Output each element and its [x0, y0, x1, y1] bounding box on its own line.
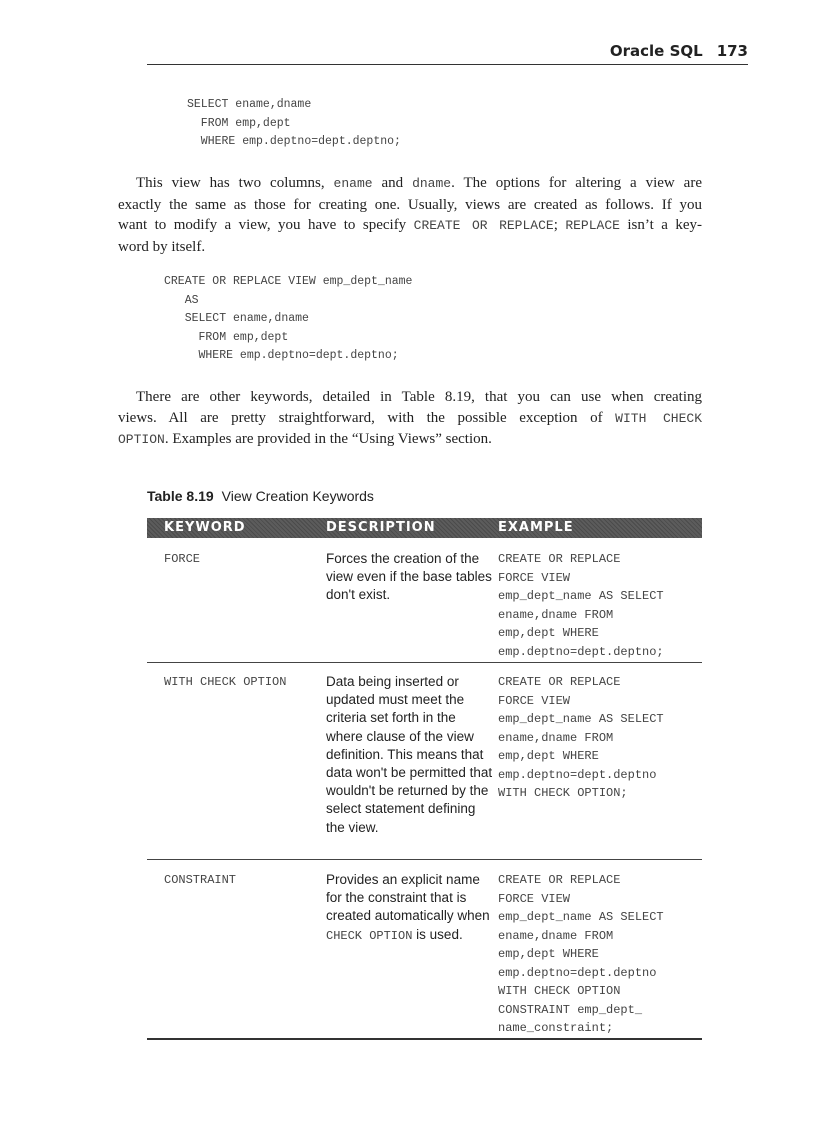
cell-keyword: FORCE	[164, 552, 201, 566]
cell-example: CREATE OR REPLACE FORCE VIEW emp_dept_name AS SELECT ename,dname FROM emp,dept WHERE emp.deptno=dept.deptno;	[498, 552, 664, 659]
header-text	[610, 42, 748, 60]
paragraph-other-keywords	[118, 387, 702, 451]
cell-example: CREATE OR REPLACE FORCE VIEW emp_dept_name AS SELECT ename,dname FROM emp,dept WHERE emp.deptno=dept.deptno WITH CHECK OPTION CONSTRAINT emp_dept_ name_constraint;	[498, 873, 664, 1035]
table-caption	[147, 488, 374, 504]
table-title: View Creation Keywords	[221, 488, 374, 504]
paragraph-line: want to modify a view, you have to specify CREATE OR REPLACE; REPLACE isn’t a key-	[118, 217, 703, 233]
row-divider	[147, 859, 702, 860]
column-header-description: DESCRIPTION	[326, 520, 436, 535]
code-block-select: SELECT ename,dname FROM emp,dept WHERE emp.deptno=dept.deptno;	[187, 98, 401, 148]
cell-description: Provides an explicit name for the constraint that is created automatically when CHECK OPTION is used.	[326, 872, 490, 943]
paragraph-view-columns	[118, 173, 702, 257]
running-header	[147, 40, 748, 65]
paragraph-line: There are other keywords, detailed in Table 8.19, that you can use when creating	[136, 389, 702, 405]
cell-description: Forces the creation of the view even if the base tables don't exist.	[326, 551, 492, 603]
cell-keyword: CONSTRAINT	[164, 873, 237, 887]
row-divider	[147, 662, 702, 663]
paragraph-line: This view has two columns, ename and dname. The options for altering a view are	[136, 175, 702, 191]
column-header-example: EXAMPLE	[498, 520, 574, 535]
table-bottom-rule	[147, 1038, 702, 1040]
table-header	[147, 518, 702, 538]
code-block-create-view: CREATE OR REPLACE VIEW emp_dept_name AS SELECT ename,dname FROM emp,dept WHERE emp.deptno=dept.deptno;	[164, 275, 413, 362]
page-number: 173	[716, 42, 748, 60]
paragraph-line: OPTION. Examples are provided in the “Using Views” section.	[118, 431, 492, 447]
paragraph-line: exactly the same as those for creating one. Usually, views are created as follows. If you	[118, 196, 702, 213]
table-number: Table 8.19	[147, 488, 214, 504]
inline-code: CHECK OPTION	[326, 928, 413, 943]
header-title: Oracle SQL	[609, 42, 703, 60]
column-header-keyword: KEYWORD	[164, 520, 246, 535]
paragraph-line: views. All are pretty straightforward, with the possible exception of WITH CHECK	[118, 409, 702, 426]
paragraph-line: word by itself.	[118, 238, 206, 255]
cell-keyword: WITH CHECK OPTION	[164, 675, 287, 689]
cell-description: Data being inserted or updated must meet the criteria set forth in the where clause of the view definition. This means that data won't be permitted that wouldn't be returned by the select statement defining the view.	[326, 674, 493, 835]
cell-example: CREATE OR REPLACE FORCE VIEW emp_dept_name AS SELECT ename,dname FROM emp,dept WHERE emp.deptno=dept.deptno WITH CHECK OPTION;	[498, 675, 664, 800]
